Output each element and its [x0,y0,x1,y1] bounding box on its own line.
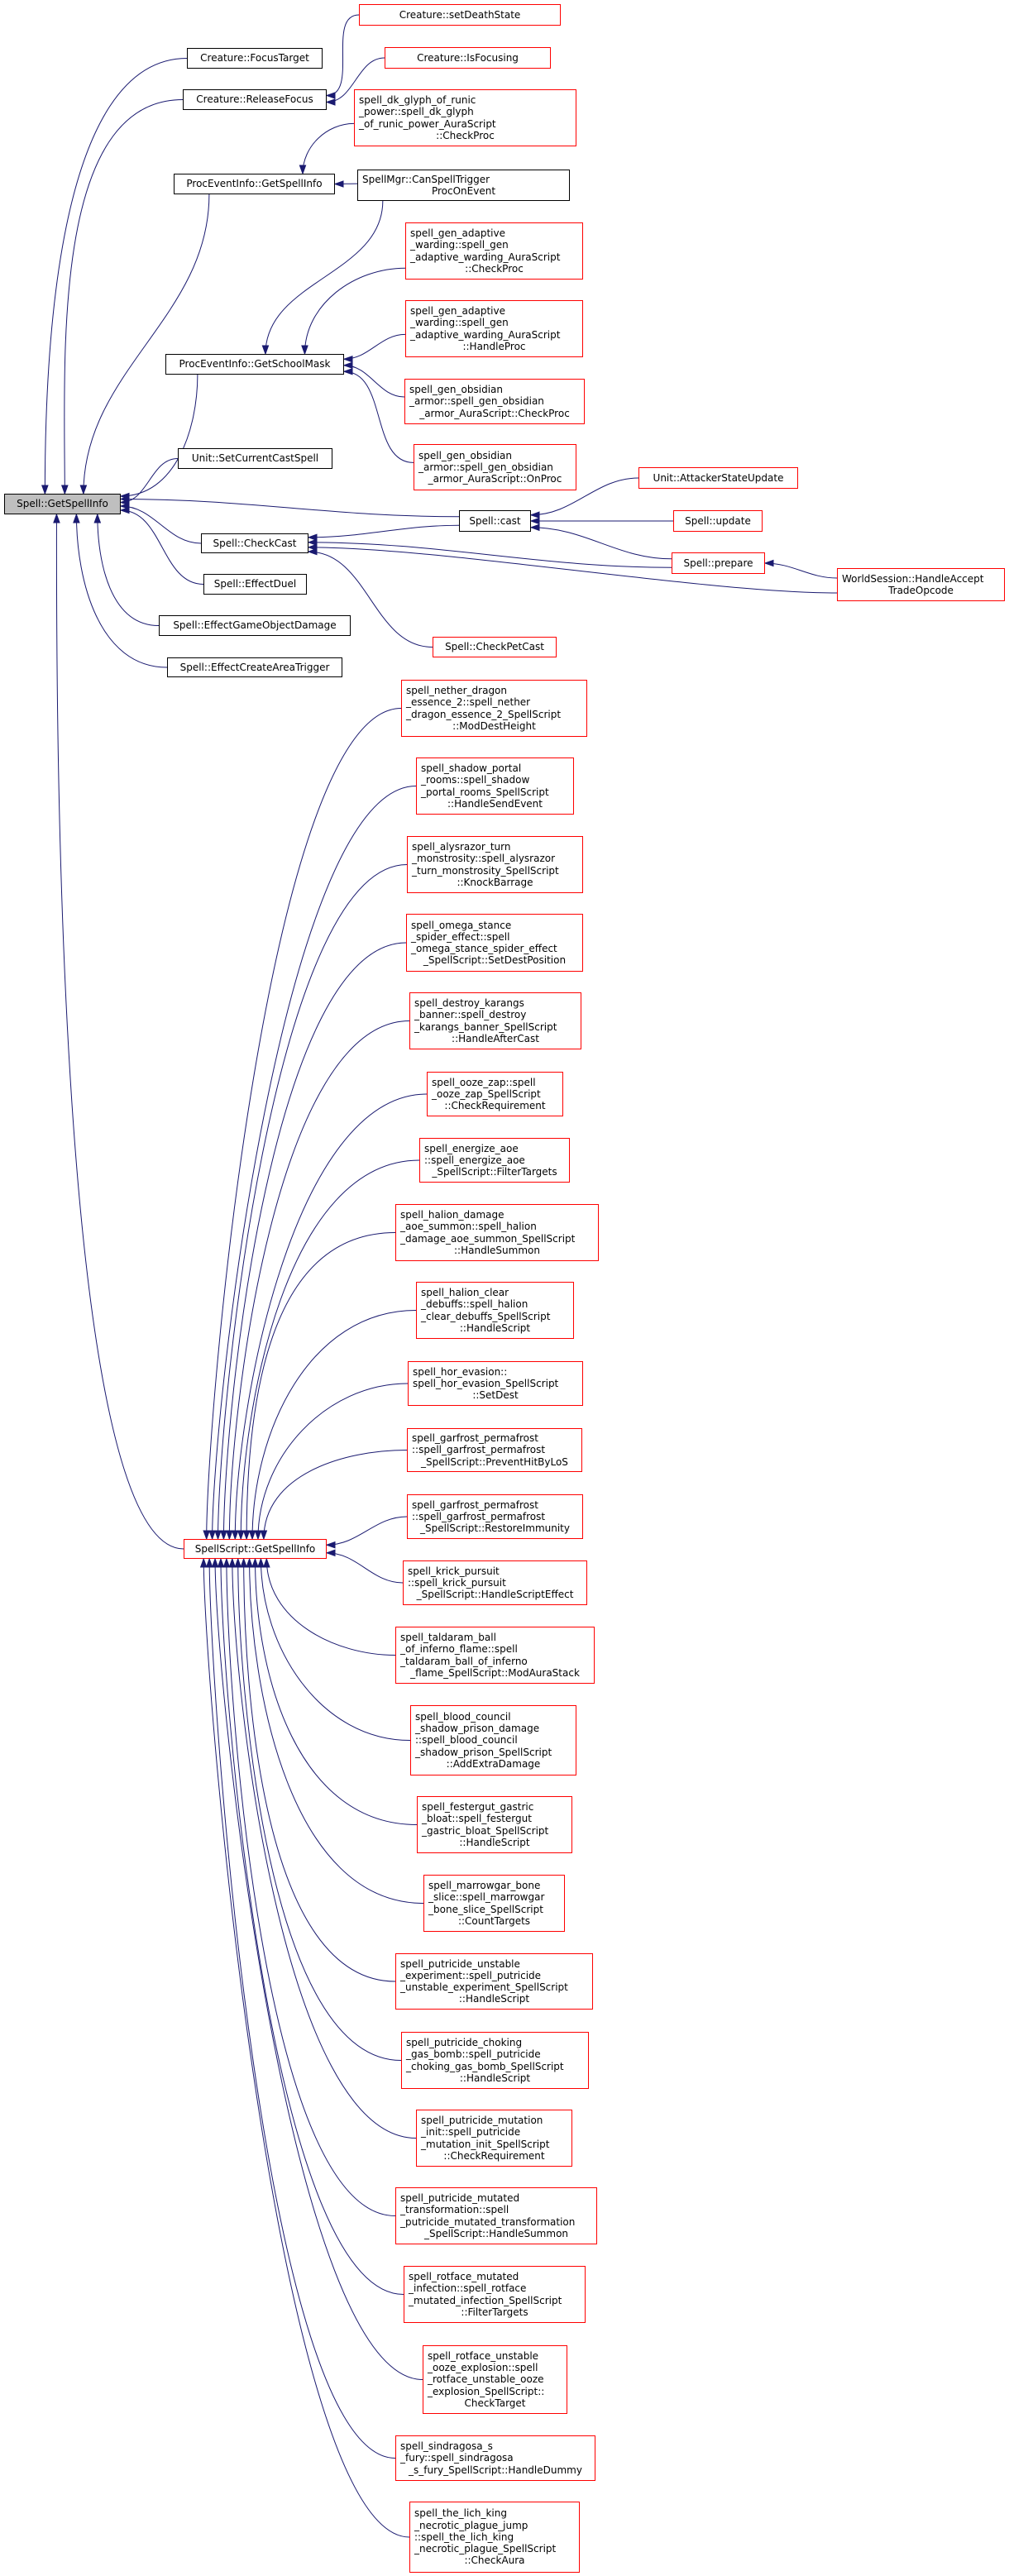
graph-node-label: ::HandleSummon [454,1244,540,1256]
graph-node-unit_setcurrentcastspell[interactable] [178,448,332,469]
graph-node-putricide_unstable[interactable] [395,1953,593,2010]
call-edge-spell_cast-to-spell_checkcast [308,525,459,538]
call-edge-arrowhead [121,507,129,513]
graph-node-label: _SpellScript::FilterTargets [432,1166,557,1178]
graph-node-label: _power::spell_dk_glyph [359,106,474,118]
graph-node-label: _init::spell_putricide [421,2126,521,2139]
graph-node-label: _adaptive_warding_AuraScript [410,328,561,341]
graph-node-destroy_karangs[interactable] [409,992,581,1049]
graph-node-putricide_choking[interactable] [401,2032,589,2089]
graph-node-label: _SpellScript::PreventHitByLoS [421,1455,568,1468]
call-edge-alysrazor-to-spellscript_getspellinfo [218,865,407,1540]
graph-node-label: _essence_2::spell_nether [406,696,531,709]
graph-node-label: ::SetDest [472,1389,519,1402]
graph-node-label: ::CountTargets [457,1914,531,1927]
graph-node-label: _SpellScript::HandleSummon [423,2227,569,2239]
call-edge-arrowhead [54,514,60,523]
call-edge-arrowhead [80,485,86,494]
graph-node-label: _of_runic_power_AuraScript [359,117,496,130]
call-edge-arrowhead [327,99,335,105]
graph-node-label: _dragon_essence_2_SpellScript [406,708,562,720]
call-edge-nether_dragon-to-spellscript_getspellinfo [207,709,401,1540]
call-edge-unit_setcurrentcastspell-to-spell_getspellinfo [121,459,178,503]
graph-node-spell_checkpetcast[interactable] [433,637,557,657]
graph-node-label: SpellScript::GetSpellInfo [194,1542,316,1555]
call-edge-arrowhead [308,534,317,540]
graph-node-label: spell_halion_damage [400,1209,504,1221]
graph-node-label: _monstrosity::spell_alysrazor [412,853,556,865]
graph-node-label: ::spell_garfrost_permafrost [412,1510,546,1522]
graph-node-creature_isfocusing[interactable] [385,47,551,69]
graph-node-label: ::FilterTargets [461,2306,528,2318]
graph-node-label: _fury::spell_sindragosa [400,2452,514,2464]
graph-node-label: spell_hor_evasion:: [413,1365,508,1378]
graph-node-label: _explosion_SpellScript:: [428,2385,545,2397]
call-edge-arrowhead [209,1531,215,1539]
graph-node-spell_effectduel[interactable] [203,574,307,595]
graph-node-label: _warding::spell_gen [410,317,509,329]
call-edge-arrowhead [252,1559,258,1567]
call-edge-destroy_karangs-to-spellscript_getspellinfo [229,1021,409,1540]
graph-node-label: _banner::spell_destroy [414,1009,527,1021]
graph-node-label: _shadow_prison_damage [415,1723,540,1735]
call-edge-spell_prepare-to-spell_cast [531,528,672,559]
graph-node-label: spell_sindragosa_s [400,2440,493,2453]
graph-node-label: ProcEventInfo::GetSpellInfo [186,178,323,190]
graph-node-label: ::KnockBarrage [457,876,533,888]
graph-node-label: ::HandleAfterCast [452,1032,539,1044]
graph-node-spell_effectcreateareatrigger[interactable] [167,657,342,677]
graph-node-label: Creature::ReleaseFocus [196,93,313,106]
graph-node-label: ::CheckProc [436,129,495,141]
call-edge-arrowhead [229,1559,235,1567]
graph-node-label: spell_putricide_unstable [400,1957,520,1970]
graph-node-label: _infection::spell_rotface [409,2282,527,2295]
graph-node-label: spell_gen_obsidian [418,449,512,461]
graph-node-label: spell_putricide_mutated [400,2192,520,2205]
call-edge-arrowhead [241,1559,246,1567]
call-edge-arrowhead [121,493,129,499]
call-edge-arrowhead [344,369,352,375]
graph-node-label: CheckTarget [464,2397,526,2409]
graph-node-label: _necrotic_plague_jump [414,2519,528,2531]
call-edge-arrowhead [238,1531,244,1539]
call-edge-spell_cast-to-spell_getspellinfo [121,499,459,517]
call-edge-arrowhead [42,485,48,494]
graph-node-label: _SpellScript::HandleScriptEffect [416,1589,574,1601]
graph-node-label: _aoe_summon::spell_halion [400,1221,537,1233]
call-edge-pei_getschoolmask-to-spell_getspellinfo [121,375,198,496]
graph-node-label: _armor::spell_gen_obsidian [409,395,544,408]
graph-node-label: _experiment::spell_putricide [400,1969,542,1981]
graph-node-label: ::CheckRequirement [444,1100,546,1112]
graph-node-label: _spider_effect::spell [411,930,510,943]
graph-node-label: _shadow_prison_SpellScript [415,1746,552,1758]
graph-node-label: Spell::EffectDuel [213,578,297,590]
graph-node-label: _rooms::spell_shadow [421,774,530,786]
graph-node-spell_cast[interactable] [459,510,531,532]
graph-node-creature_focustarget[interactable] [187,48,323,69]
graph-node-label: _bloat::spell_festergut [422,1813,532,1825]
graph-node-label: Spell::CheckPetCast [445,641,544,653]
call-edge-putricide_choking-to-spellscript_getspellinfo [238,1559,401,2061]
graph-node-halion_damage[interactable] [395,1204,599,1261]
call-edge-spell_checkcast-to-spell_getspellinfo [121,506,201,543]
call-edge-arrowhead [308,539,317,545]
graph-node-label: _turn_monstrosity_SpellScript [412,864,559,877]
graph-node-putricide_mutated[interactable] [395,2187,597,2244]
graph-node-label: _putricide_mutated_transformation [400,2215,576,2228]
graph-node-spell_getspellinfo[interactable] [4,494,121,514]
graph-node-obsidian_onproc[interactable] [414,444,576,490]
graph-node-label: ::spell_garfrost_permafrost [412,1444,546,1456]
graph-node-label: _bone_slice_SpellScript [428,1903,543,1915]
graph-node-hor_evasion[interactable] [408,1361,583,1406]
call-edge-shadow_portal-to-spellscript_getspellinfo [213,786,416,1540]
graph-node-krick_pursuit[interactable] [403,1560,587,1605]
call-edge-adaptive_handleproc-to-pei_getschoolmask [344,334,405,359]
call-edge-arrowhead [262,346,268,354]
call-edge-arrowhead [121,496,129,502]
graph-node-label: spell_destroy_karangs [414,997,524,1010]
call-edge-arrowhead [531,518,539,523]
graph-node-putricide_mutation[interactable] [416,2110,572,2167]
graph-node-garfrost_restore[interactable] [407,1494,583,1539]
graph-node-label: spell_alysrazor_turn [412,841,511,853]
graph-node-label: Spell::EffectGameObjectDamage [173,619,337,632]
call-edge-ooze_zap-to-spellscript_getspellinfo [235,1094,427,1539]
call-edge-arrowhead [308,548,317,554]
call-edge-garfrost_prevent-to-spellscript_getspellinfo [264,1450,407,1540]
graph-node-label: spell_marrowgar_bone [428,1880,541,1892]
call-edge-festergut-to-spellscript_getspellinfo [256,1559,418,1825]
call-edge-arrowhead [299,165,305,174]
call-edge-arrowhead [264,1559,270,1567]
graph-node-label: spell_blood_council [415,1710,511,1723]
graph-node-label: ProcOnEvent [431,185,496,197]
graph-node-label: _mutated_infection_SpellScript [409,2294,562,2306]
graph-node-label: spell_garfrost_permafrost [412,1432,538,1445]
graph-node-label: _armor_AuraScript::OnProc [428,473,562,485]
graph-node-label: ::ModDestHeight [452,719,536,732]
graph-node-lich_king[interactable] [409,2502,580,2573]
call-edge-spellscript_getspellinfo-to-spell_getspellinfo [56,514,184,1549]
graph-node-label: spell_krick_pursuit [408,1565,500,1577]
graph-node-label: spell_hor_evasion_SpellScript [413,1377,559,1389]
call-edge-arrowhead [203,1531,209,1539]
call-edge-rotface_unstable-to-spellscript_getspellinfo [215,1559,423,2380]
call-edge-arrowhead [302,346,308,354]
call-edge-sindragosa-to-spellscript_getspellinfo [209,1559,395,2459]
graph-node-label: Spell::GetSpellInfo [17,498,108,510]
call-edge-putricide_unstable-to-spellscript_getspellinfo [244,1559,395,1981]
graph-node-label: _choking_gas_bomb_SpellScript [406,2060,564,2072]
call-edge-hor_evasion-to-spellscript_getspellinfo [258,1384,408,1539]
call-edge-halion_damage-to-spellscript_getspellinfo [246,1233,395,1540]
graph-node-label: spell_putricide_choking [406,2037,523,2049]
call-edge-worldsession_accepttrade-to-spell_prepare [765,563,837,578]
graph-node-pei_getschoolmask[interactable] [165,354,344,375]
graph-node-label: spell_rotface_mutated [409,2271,519,2283]
graph-node-label: ::HandleScript [459,2072,531,2084]
graph-node-label: _ooze_zap_SpellScript [432,1087,541,1100]
call-edge-arrowhead [207,1559,213,1567]
graph-node-label: spell_garfrost_permafrost [412,1498,538,1511]
call-edge-arrowhead [227,1531,232,1539]
graph-node-label: Spell::prepare [683,557,753,569]
graph-node-rotface_unstable[interactable] [423,2345,567,2414]
call-edge-blood_council-to-spellscript_getspellinfo [261,1559,410,1741]
call-edge-putricide_mutation-to-spellscript_getspellinfo [232,1559,416,2139]
call-edge-arrowhead [765,560,773,566]
graph-node-obsidian_checkproc[interactable] [404,379,585,424]
graph-node-omega_stance[interactable] [406,914,583,972]
graph-node-label: SpellMgr::CanSpellTrigger [362,173,490,185]
graph-node-label: Creature::setDeathState [399,8,521,21]
call-edge-arrowhead [246,1559,252,1567]
graph-node-spell_prepare[interactable] [672,552,765,574]
call-edge-rotface_mutated-to-spellscript_getspellinfo [221,1559,404,2295]
graph-node-label: spell_gen_adaptive [410,227,505,240]
call-edge-creature_setdeathstate-to-creature_releasefocus [327,15,359,96]
graph-node-label: _clear_debuffs_SpellScript [421,1310,551,1322]
graph-node-label: _transformation::spell [400,2204,509,2216]
call-edge-putricide_mutated-to-spellscript_getspellinfo [227,1559,395,2216]
graph-node-label: ::CheckRequirement [443,2149,545,2162]
call-edge-arrowhead [531,524,539,530]
call-edge-arrowhead [223,1559,229,1567]
graph-node-label: ::AddExtraDamage [446,1757,541,1770]
graph-node-shadow_portal[interactable] [416,758,574,815]
graph-node-label: _portal_rooms_SpellScript [421,786,549,798]
call-edge-arrowhead [344,362,352,368]
call-edge-adaptive_checkproc-to-pei_getschoolmask [304,268,405,354]
call-edge-arrowhead [249,1531,255,1539]
graph-node-festergut[interactable] [417,1796,572,1853]
call-edge-arrowhead [235,1559,241,1567]
graph-node-spell_update[interactable] [673,510,763,532]
graph-node-label: spell_festergut_gastric [422,1801,534,1814]
graph-node-label: _necrotic_plague_SpellScript [414,2543,557,2555]
graph-node-label: ::HandleScript [458,1993,530,2005]
graph-node-rotface_mutated[interactable] [404,2266,586,2323]
call-edge-garfrost_restore-to-spellscript_getspellinfo [327,1517,407,1545]
graph-node-label: _adaptive_warding_AuraScript [410,251,561,263]
graph-node-creature_releasefocus[interactable] [183,89,327,110]
graph-node-energize_aoe[interactable] [419,1138,570,1183]
graph-node-label: Spell::update [685,514,751,527]
graph-node-label: Unit::SetCurrentCastSpell [191,452,319,465]
call-edge-krick_pursuit-to-spellscript_getspellinfo [327,1553,403,1583]
graph-node-label: _rotface_unstable_ooze [428,2373,544,2386]
graph-node-label: _of_inferno_flame::spell [400,1643,518,1656]
call-edge-arrowhead [344,356,352,362]
call-edge-arrowhead [121,503,129,509]
call-edge-halion_clear-to-spellscript_getspellinfo [252,1311,416,1540]
call-edge-arrowhead [327,93,335,98]
graph-node-label: _ooze_explosion::spell [428,2362,538,2374]
call-edge-taldaram_ball-to-spellscript_getspellinfo [266,1559,395,1656]
graph-node-garfrost_prevent[interactable] [407,1428,582,1472]
graph-node-label: ::HandleScript [459,1321,531,1334]
graph-node-label: Spell::CheckCast [213,537,297,549]
graph-node-worldsession_accepttrade[interactable] [837,568,1005,601]
graph-node-label: ::spell_the_lich_king [414,2531,514,2543]
call-edge-arrowhead [62,485,68,494]
call-edge-arrowhead [531,512,539,518]
graph-node-taldaram_ball[interactable] [395,1627,595,1684]
call-edge-creature_releasefocus-to-spell_getspellinfo [65,100,183,495]
graph-node-label: ::spell_energize_aoe [424,1154,525,1166]
graph-node-label: Creature::IsFocusing [417,51,519,64]
graph-node-nether_dragon[interactable] [401,680,587,737]
call-edge-arrowhead [121,499,129,505]
graph-node-label: ::HandleScript [459,1836,530,1848]
graph-node-label: _SpellScript::RestoreImmunity [420,1522,570,1535]
graph-node-spellscript_getspellinfo[interactable] [184,1539,327,1559]
graph-node-halion_clear[interactable] [416,1282,574,1339]
call-edge-arrowhead [215,1531,221,1539]
call-edge-obsidian_onproc-to-pei_getschoolmask [344,371,414,462]
call-edge-arrowhead [308,544,317,550]
graph-node-label: ::HandleSendEvent [447,797,543,810]
graph-node-spellmgr_canspelltrigger[interactable] [357,170,570,201]
call-edge-arrowhead [335,181,343,187]
call-edge-arrowhead [255,1531,261,1539]
graph-node-spell_checkcast[interactable] [201,533,308,553]
call-edge-spell_effectgameobjectdamage-to-spell_getspellinfo [98,514,159,626]
graph-node-label: spell_energize_aoe [424,1142,519,1154]
graph-node-label: spell_rotface_unstable [428,2349,539,2362]
graph-node-pei_getspellinfo[interactable] [174,174,335,194]
graph-node-spell_effectgameobjectdamage[interactable] [159,615,351,636]
graph-node-label: ::CheckProc [465,262,524,275]
graph-node-label: _flame_SpellScript::ModAuraStack [410,1666,580,1679]
graph-node-label: _taldaram_ball_of_inferno [400,1655,528,1667]
call-edge-arrowhead [212,1559,218,1567]
call-edge-arrowhead [258,1559,264,1567]
graph-node-ooze_zap[interactable] [427,1072,563,1116]
graph-node-label: _armor_AuraScript::CheckProc [419,407,570,419]
graph-node-label: Spell::EffectCreateAreaTrigger [179,661,330,673]
graph-node-marrowgar[interactable] [423,1875,565,1932]
call-edge-dk_glyph-to-pei_getspellinfo [303,123,354,174]
graph-node-label: spell_dk_glyph_of_runic [359,94,476,107]
graph-node-adaptive_checkproc[interactable] [405,222,583,280]
graph-node-creature_setdeathstate[interactable] [359,4,561,26]
call-edge-marrowgar-to-spellscript_getspellinfo [250,1559,423,1904]
graph-node-label: WorldSession::HandleAccept [842,572,984,585]
call-edge-arrowhead [218,1559,223,1567]
graph-node-label: _omega_stance_spider_effect [411,943,557,954]
call-edge-arrowhead [221,1531,227,1539]
call-edge-spell_effectduel-to-spell_getspellinfo [121,510,203,585]
call-edge-arrowhead [94,514,100,523]
call-edge-arrowhead [232,1531,238,1539]
graph-node-label: _SpellScript::SetDestPosition [423,954,567,967]
graph-node-label: ::CheckAura [464,2554,525,2567]
graph-node-label: _armor::spell_gen_obsidian [418,461,553,473]
graph-node-label: Spell::cast [469,514,521,527]
call-edge-arrowhead [201,1559,207,1567]
graph-node-label: _damage_aoe_summon_SpellScript [400,1232,576,1245]
graph-node-dk_glyph[interactable] [354,89,576,146]
graph-node-label: _karangs_banner_SpellScript [414,1020,557,1033]
graph-node-label: spell_halion_clear [421,1287,509,1299]
call-edge-energize_aoe-to-spellscript_getspellinfo [241,1160,419,1539]
graph-node-label: spell_putricide_mutation [421,2115,543,2127]
graph-node-label: ::HandleProc [462,340,526,352]
call-edge-arrowhead [244,1531,250,1539]
call-edge-arrowhead [74,514,79,523]
call-edge-arrowhead [261,1531,266,1539]
graph-node-label: _unstable_experiment_SpellScript [400,1981,568,1993]
graph-node-label: _s_fury_SpellScript::HandleDummy [409,2464,582,2476]
graph-node-label: _mutation_init_SpellScript [421,2138,550,2150]
graph-node-label: Creature::FocusTarget [200,52,309,65]
call-edge-arrowhead [327,1542,335,1548]
graph-node-label: spell_the_lich_king [414,2507,507,2520]
graph-node-label: _slice::spell_marrowgar [428,1891,545,1904]
graph-node-label: spell_gen_obsidian [409,384,503,396]
graph-node-label: spell_taldaram_ball [400,1632,496,1644]
call-edge-arrowhead [327,1550,335,1556]
graph-node-label: _warding::spell_gen [410,239,509,251]
graph-node-label: spell_omega_stance [411,919,512,931]
call-edge-creature_focustarget-to-spell_getspellinfo [45,59,187,495]
graph-node-label: TradeOpcode [888,585,954,596]
graph-node-blood_council[interactable] [410,1705,576,1775]
graph-node-label: Unit::AttackerStateUpdate [653,471,784,484]
call-edge-lich_king-to-spellscript_getspellinfo [203,1559,409,2537]
graph-node-label: _gastric_bloat_SpellScript [422,1824,549,1837]
call-edge-omega_stance-to-spellscript_getspellinfo [223,943,406,1539]
call-edge-obsidian_checkproc-to-pei_getschoolmask [344,366,404,397]
graph-node-label: spell_nether_dragon [406,685,508,697]
graph-node-label: spell_shadow_portal [421,762,522,775]
call-edge-spell_prepare-to-spell_checkcast [308,542,672,567]
graph-node-label: _gas_bomb::spell_putricide [406,2048,541,2061]
graph-node-label: spell_gen_adaptive [410,305,505,318]
graph-node-label: spell_ooze_zap::spell [432,1076,536,1088]
call-edge-spell_effectcreateareatrigger-to-spell_getspellinfo [76,514,167,667]
graph-node-sindragosa[interactable] [395,2435,595,2481]
graph-node-alysrazor[interactable] [407,836,583,893]
graph-node-label: ::spell_krick_pursuit [408,1576,506,1589]
graph-node-unit_attackerstateupdate[interactable] [638,467,798,489]
graph-node-label: _debuffs::spell_halion [421,1298,528,1311]
call-edge-spellmgr_canspelltrigger-to-pei_getschoolmask [265,201,383,354]
graph-node-label: ProcEventInfo::GetSchoolMask [179,358,331,370]
graph-node-adaptive_handleproc[interactable] [405,300,583,357]
graph-node-label: ::spell_blood_council [415,1734,518,1747]
